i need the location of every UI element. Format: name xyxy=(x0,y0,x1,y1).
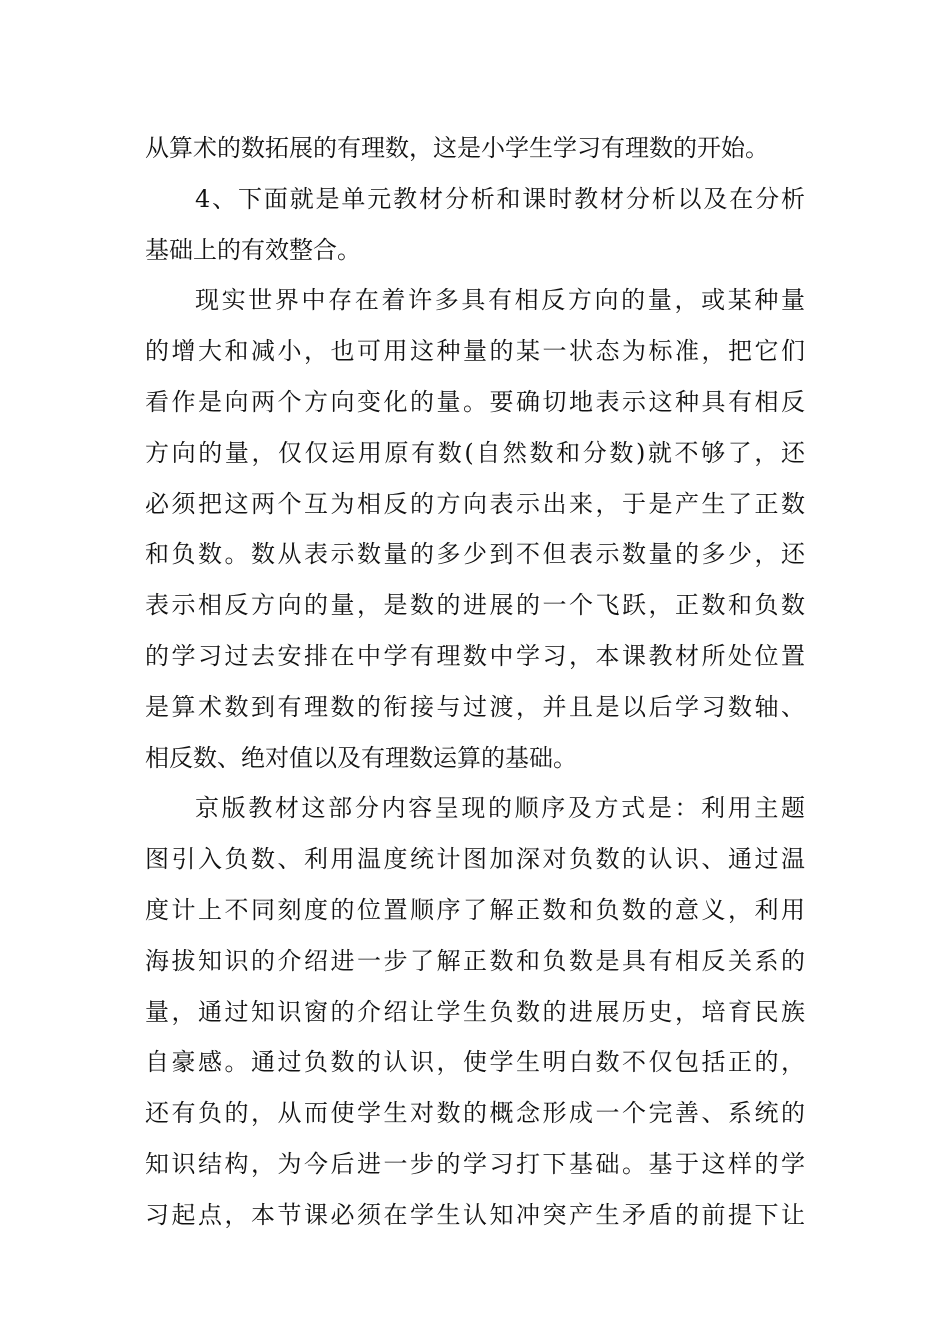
text-line: 的增大和减小，也可用这种量的某一状态为标准，把它们 xyxy=(145,337,805,366)
text-line: 自豪感。通过负数的认识，使学生明白数不仅包括正的， xyxy=(145,1048,805,1077)
text-line: 知识结构，为今后进一步的学习打下基础。基于这样的学 xyxy=(145,1149,805,1178)
text-line: 相反数、绝对值以及有理数运算的基础。 xyxy=(145,743,577,772)
text-line: 从算术的数拓展的有理数，这是小学生学习有理数的开始。 xyxy=(145,134,769,162)
text-line: 度计上不同刻度的位置顺序了解正数和负数的意义，利用 xyxy=(145,895,805,924)
paragraph-continuation xyxy=(145,123,805,174)
text-line: 是算术数到有理数的衔接与过渡，并且是以后学习数轴、 xyxy=(145,692,805,721)
text-line: 海拔知识的介绍进一步了解正数和负数是具有相反关系的 xyxy=(145,946,805,975)
text-line: 京版教材这部分内容呈现的顺序及方式是：利用主题 xyxy=(195,794,805,823)
text-line: 方向的量，仅仅运用原有数(自然数和分数)就不够了，还 xyxy=(145,438,805,467)
paragraph-textbook-presentation xyxy=(145,783,805,1240)
text-line: 必须把这两个互为相反的方向表示出来，于是产生了正数 xyxy=(145,489,805,518)
text-line: 还有负的，从而使学生对数的概念形成一个完善、系统的 xyxy=(145,1099,805,1128)
text-line: 4、下面就是单元教材分析和课时教材分析以及在分析 xyxy=(195,184,805,213)
text-line: 量，通过知识窗的介绍让学生负数的进展历史，培育民族 xyxy=(145,997,805,1026)
paragraph-item-4 xyxy=(145,174,805,276)
text-line: 图引入负数、利用温度统计图加深对负数的认识、通过温 xyxy=(145,845,805,874)
paragraph-opposite-quantities xyxy=(145,275,805,783)
text-line: 表示相反方向的量，是数的进展的一个飞跃，正数和负数 xyxy=(145,591,805,620)
text-line: 现实世界中存在着许多具有相反方向的量，或某种量 xyxy=(195,286,805,315)
text-line: 基础上的有效整合。 xyxy=(145,235,361,264)
text-line: 习起点，本节课必须在学生认知冲突产生矛盾的前提下让 xyxy=(145,1200,805,1229)
text-line: 和负数。数从表示数量的多少到不但表示数量的多少，还 xyxy=(145,540,805,569)
text-line: 看作是向两个方向变化的量。要确切地表示这种具有相反 xyxy=(145,387,805,416)
document-page xyxy=(145,123,805,1241)
text-line: 的学习过去安排在中学有理数中学习，本课教材所处位置 xyxy=(145,641,805,670)
